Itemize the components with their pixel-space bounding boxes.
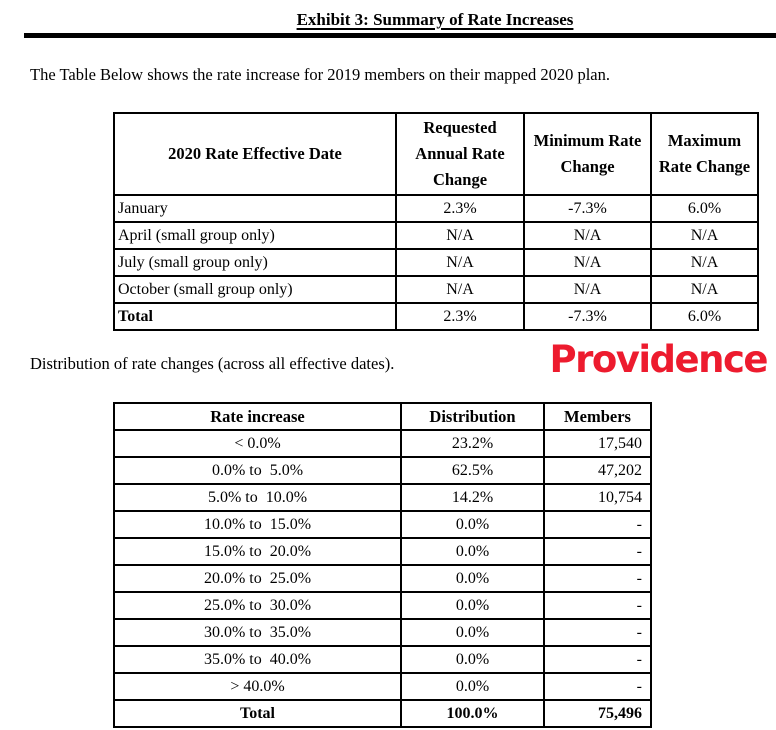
providence-logo: Providence xyxy=(549,338,767,381)
effective-date-cell: July (small group only) xyxy=(114,249,396,276)
table-row xyxy=(114,511,651,538)
horizontal-rule xyxy=(24,33,776,38)
table-row xyxy=(114,222,758,249)
rate-range-cell: 15.0% to 20.0% xyxy=(114,538,401,565)
members-cell: - xyxy=(544,619,651,646)
rate-range-cell: 10.0% to 15.0% xyxy=(114,511,401,538)
column-header-requested-change: Requested Annual Rate Change xyxy=(396,113,524,195)
total-label-cell: Total xyxy=(114,303,396,330)
distribution-cell: 0.0% xyxy=(401,511,544,538)
column-header-rate-increase: Rate increase xyxy=(114,403,401,430)
rate-range-cell: 5.0% to 10.0% xyxy=(114,484,401,511)
requested-change-cell: N/A xyxy=(396,249,524,276)
table-row xyxy=(114,565,651,592)
effective-date-cell: January xyxy=(114,195,396,222)
min-change-cell: N/A xyxy=(524,249,651,276)
column-header-max-change: Maximum Rate Change xyxy=(651,113,758,195)
table-total-row xyxy=(114,303,758,330)
distribution-cell: 0.0% xyxy=(401,619,544,646)
total-distribution-cell: 100.0% xyxy=(401,700,544,727)
table-row xyxy=(114,484,651,511)
distribution-cell: 0.0% xyxy=(401,538,544,565)
distribution-caption: Distribution of rate changes (across all effective dates). xyxy=(30,354,395,373)
table-row xyxy=(114,646,651,673)
members-cell: 10,754 xyxy=(544,484,651,511)
rate-increase-table xyxy=(113,112,759,331)
min-change-cell: -7.3% xyxy=(524,195,651,222)
column-header-distribution: Distribution xyxy=(401,403,544,430)
requested-change-cell: N/A xyxy=(396,222,524,249)
rate-range-cell: 30.0% to 35.0% xyxy=(114,619,401,646)
distribution-cell: 62.5% xyxy=(401,457,544,484)
members-cell: - xyxy=(544,538,651,565)
effective-date-cell: April (small group only) xyxy=(114,222,396,249)
max-change-cell: N/A xyxy=(651,249,758,276)
distribution-table xyxy=(113,402,652,728)
distribution-cell: 14.2% xyxy=(401,484,544,511)
members-cell: 17,540 xyxy=(544,430,651,457)
total-requested-cell: 2.3% xyxy=(396,303,524,330)
distribution-cell: 0.0% xyxy=(401,673,544,700)
effective-date-cell: October (small group only) xyxy=(114,276,396,303)
total-members-cell: 75,496 xyxy=(544,700,651,727)
distribution-cell: 23.2% xyxy=(401,430,544,457)
rate-range-cell: < 0.0% xyxy=(114,430,401,457)
rate-range-cell: 35.0% to 40.0% xyxy=(114,646,401,673)
members-cell: - xyxy=(544,673,651,700)
table-row xyxy=(114,430,651,457)
members-cell: 47,202 xyxy=(544,457,651,484)
max-change-cell: 6.0% xyxy=(651,195,758,222)
max-change-cell: N/A xyxy=(651,276,758,303)
column-header-min-change: Minimum Rate Change xyxy=(524,113,651,195)
table-row xyxy=(114,276,758,303)
rate-range-cell: > 40.0% xyxy=(114,673,401,700)
rate-range-cell: 25.0% to 30.0% xyxy=(114,592,401,619)
table-row xyxy=(114,195,758,222)
min-change-cell: N/A xyxy=(524,276,651,303)
table-row xyxy=(114,673,651,700)
members-cell: - xyxy=(544,511,651,538)
page-title-text: Exhibit 3: Summary of Rate Increases xyxy=(296,10,574,29)
table-row xyxy=(114,457,651,484)
members-cell: - xyxy=(544,592,651,619)
requested-change-cell: N/A xyxy=(396,276,524,303)
table-header-row xyxy=(114,113,758,195)
distribution-cell: 0.0% xyxy=(401,565,544,592)
min-change-cell: N/A xyxy=(524,222,651,249)
table-total-row xyxy=(114,700,651,727)
table-row xyxy=(114,249,758,276)
distribution-cell: 0.0% xyxy=(401,592,544,619)
total-min-cell: -7.3% xyxy=(524,303,651,330)
table-row xyxy=(114,538,651,565)
table-row xyxy=(114,592,651,619)
distribution-cell: 0.0% xyxy=(401,646,544,673)
table-header-row xyxy=(114,403,651,430)
rate-range-cell: 20.0% to 25.0% xyxy=(114,565,401,592)
total-max-cell: 6.0% xyxy=(651,303,758,330)
table-row xyxy=(114,619,651,646)
max-change-cell: N/A xyxy=(651,222,758,249)
total-label-cell: Total xyxy=(114,700,401,727)
requested-change-cell: 2.3% xyxy=(396,195,524,222)
column-header-members: Members xyxy=(544,403,651,430)
rate-range-cell: 0.0% to 5.0% xyxy=(114,457,401,484)
column-header-effective-date: 2020 Rate Effective Date xyxy=(114,113,396,195)
page-title xyxy=(94,10,776,30)
members-cell: - xyxy=(544,565,651,592)
members-cell: - xyxy=(544,646,651,673)
intro-paragraph: The Table Below shows the rate increase for 2019 members on their mapped 2020 plan. xyxy=(30,65,610,84)
